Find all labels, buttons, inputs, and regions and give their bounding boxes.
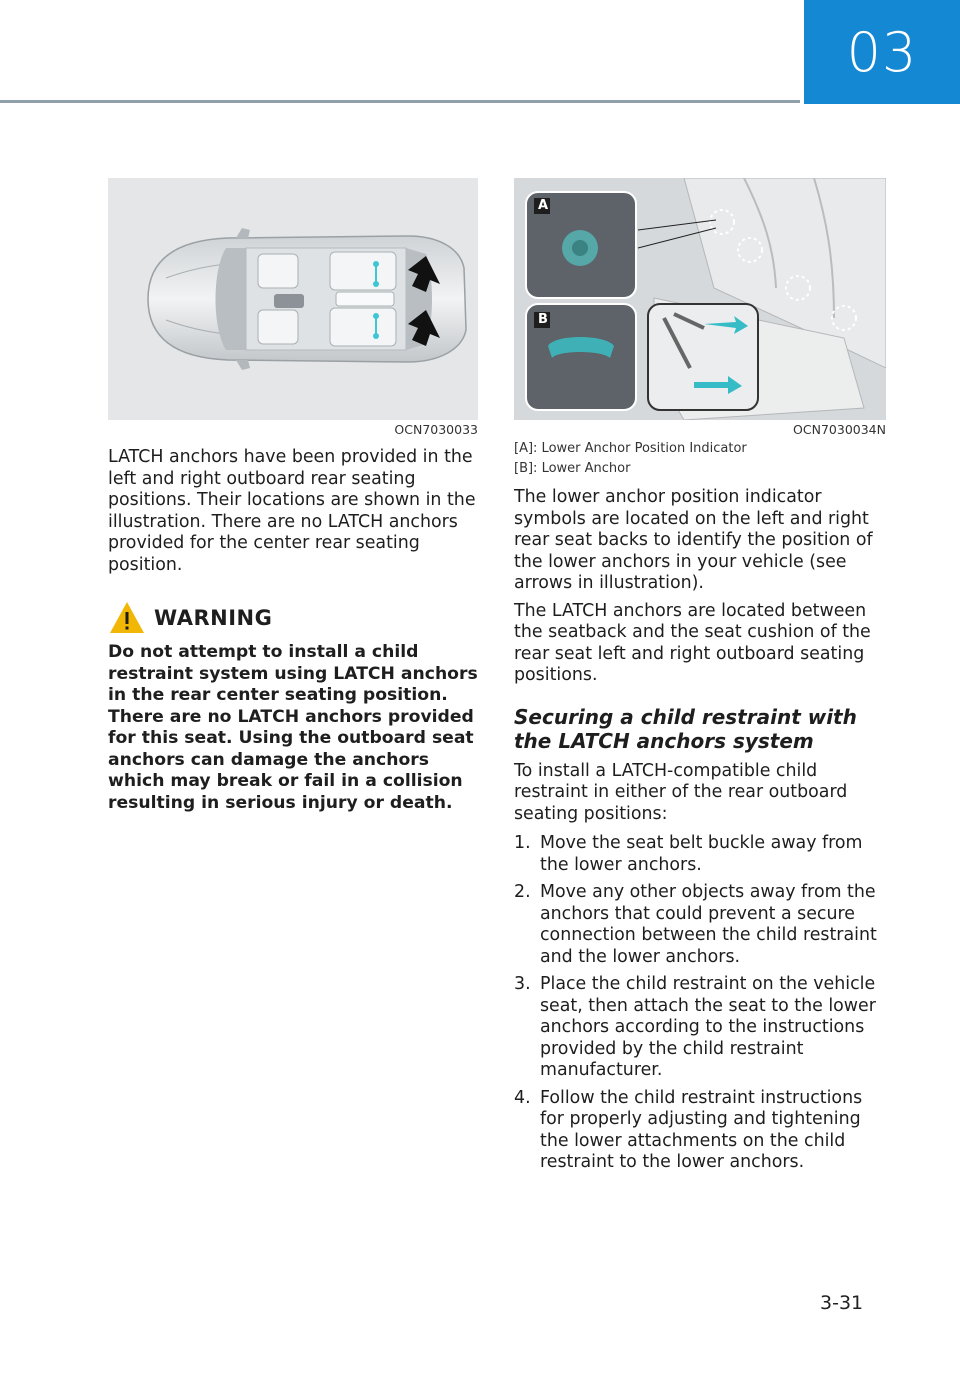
step-text: Move the seat belt buckle away from the lower anchors. <box>540 833 863 875</box>
figure-label-a: A <box>537 198 549 213</box>
list-item <box>514 974 886 1082</box>
warning-text: Do not attempt to install a child restraint system using LATCH anchors in the rear center seating position. There are no LATCH anchors provided for this seat. Using the outboard seat anchors can damage the anchors which may break or fail in a collision resulting in serious injury or death. <box>108 642 478 813</box>
install-intro: To install a LATCH-compatible child restraint in either of the rear outboard seating positions: <box>514 760 848 824</box>
indicator-paragraph: The lower anchor position indicator symbols are located on the left and right rear seat backs to identify the position of the lower anchors in your vehicle (see arrows in illustration). <box>514 487 873 593</box>
figure-code: OCN7030034N <box>793 422 886 437</box>
list-item <box>514 833 886 876</box>
page-number: 3-31 <box>820 1292 864 1314</box>
figure-code: OCN7030033 <box>394 422 478 437</box>
warning-title: WARNING <box>154 606 273 630</box>
step-number: 1. <box>514 833 531 853</box>
step-text: Place the child restraint on the vehicle seat, then attach the seat to the lower anchors according to the instructions provided by the child restraint manufacturer. <box>540 974 876 1080</box>
list-item <box>514 1088 886 1174</box>
caption-a: [A]: Lower Anchor Position Indicator <box>514 441 747 456</box>
section-heading: Securing a child restraint with the LATCH anchors system <box>514 704 857 753</box>
car-top-view-illustration <box>108 178 478 420</box>
list-item <box>514 882 886 968</box>
step-number: 3. <box>514 974 531 994</box>
caption-b: [B]: Lower Anchor <box>514 461 631 476</box>
anchor-location-paragraph: The LATCH anchors are located between the seatback and the seat cushion of the rear seat left and right outboard seating positions. <box>514 600 871 685</box>
step-text: Follow the child restraint instructions for properly adjusting and tightening the lower attachments on the child restraint to the lower anchors. <box>540 1087 863 1172</box>
install-steps-list <box>514 833 886 1174</box>
left-column <box>108 178 478 814</box>
figure-captions <box>514 439 886 479</box>
warning-header <box>108 600 478 636</box>
rear-seat-anchor-illustration <box>514 178 886 420</box>
step-number: 4. <box>514 1087 531 1108</box>
step-number: 2. <box>514 882 531 902</box>
chapter-tab: 03 <box>804 0 960 104</box>
step-text: Move any other objects away from the anchors that could prevent a secure connection between the child restraint and the lower anchors. <box>540 882 877 967</box>
warning-triangle-icon <box>108 600 146 636</box>
header-rule <box>0 100 800 103</box>
right-column <box>514 178 886 1180</box>
anchor-location-figure <box>514 178 886 420</box>
figure-label-b: B <box>538 312 548 327</box>
latch-intro-paragraph: LATCH anchors have been provided in the left and right outboard rear seating positions. Their locations are shown in the illustration. There are no LATCH anchors provided for the center rear seating position. <box>108 447 476 575</box>
car-top-view-figure <box>108 178 478 420</box>
